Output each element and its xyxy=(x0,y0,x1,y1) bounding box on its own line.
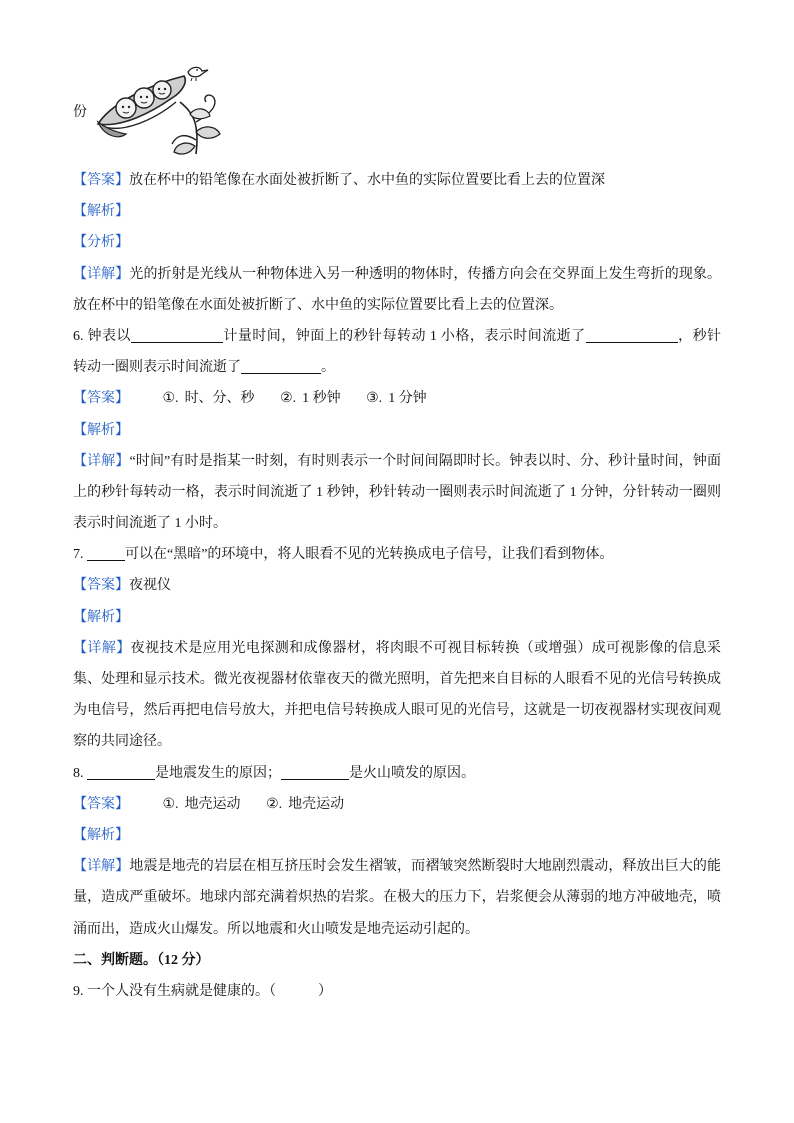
answer-label: 【答案】 xyxy=(73,578,129,594)
answer-blank xyxy=(87,544,125,561)
detail-line xyxy=(73,851,721,882)
answer-item-text: 地壳运动 xyxy=(288,796,345,812)
detail-line xyxy=(73,290,721,321)
answer-marker: ①. xyxy=(162,391,179,407)
question-text: 转动一圈则表示时间流逝了 xyxy=(73,360,241,376)
answer-text: 放在杯中的铅笔像在水面处被折断了、水中鱼的实际位置要比看上去的位置深 xyxy=(129,173,605,188)
breakdown-line xyxy=(73,227,721,258)
detail-text: 夜视技术是应用光电探测和成像器材，将肉眼不可视目标转换（或增强）成可视影像的信息采 xyxy=(130,640,721,656)
answer-blank xyxy=(131,326,223,343)
detail-line xyxy=(73,882,721,913)
analysis-line xyxy=(73,196,721,227)
detail-line xyxy=(73,914,721,945)
detail-text: 为电信号，然后再把电信号放大，并把电信号转换成人眼可见的光信号，这就是一切夜视器材实现夜间观 xyxy=(73,703,721,719)
question-number: 9. xyxy=(73,983,84,999)
answer-blank xyxy=(586,326,678,343)
detail-text: 地震是地壳的岩层在相互挤压时会发生褶皱，而褶皱突然断裂时大地剧烈震动，释放出巨大的能 xyxy=(129,859,721,875)
detail-line xyxy=(73,508,721,539)
detail-line xyxy=(73,695,721,726)
answer-line xyxy=(73,165,721,196)
answer-item-text: 地壳运动 xyxy=(184,796,241,812)
question-text: ，秒针 xyxy=(677,328,721,344)
answer-marker: ③. xyxy=(366,391,383,407)
question-8-stem-line xyxy=(73,758,721,789)
detail-text: 察的共同途径。 xyxy=(73,734,171,750)
detail-text: 光的折射是光线从一种物体进入另一种透明的物体时，传播方向会在交界面上发生弯折的现象。 xyxy=(129,266,721,282)
analysis-label: 【解析】 xyxy=(73,609,129,625)
analysis-label: 【解析】 xyxy=(73,422,129,438)
answer-text: 夜视仪 xyxy=(129,578,171,594)
detail-line xyxy=(73,726,721,757)
detail-line xyxy=(73,446,721,477)
detail-text: 涌而出，造成火山爆发。所以地震和火山喷发是地壳运动引起的。 xyxy=(73,921,479,937)
answer-items xyxy=(163,789,367,820)
detail-line xyxy=(73,477,721,508)
document-body xyxy=(73,165,721,1007)
question-7-stem-line xyxy=(73,539,721,570)
analysis-label: 【解析】 xyxy=(73,204,129,220)
answer-blank xyxy=(241,357,321,374)
analysis-line xyxy=(73,820,721,851)
detail-text: 量，造成严重破坏。地球内部充满着炽热的岩浆。在极大的压力下，岩浆便会从薄弱的地方冲破地壳，喷 xyxy=(73,890,721,906)
question-text: 计量时间，钟面上的秒针每转动 1 小格，表示时间流逝了 xyxy=(222,328,586,344)
detail-text: 上的秒针每转动一格，表示时间流逝了 1 秒钟，秒针转动一圈则表示时间流逝了 1 分钟，分针转动一圈则 xyxy=(73,484,721,500)
detail-text: 表示时间流逝了 1 小时。 xyxy=(73,516,227,532)
detail-label: 【详解】 xyxy=(73,640,131,656)
answer-item xyxy=(266,789,344,820)
text-fragment: 份 xyxy=(73,105,87,120)
question-6-stem-line xyxy=(73,352,721,383)
answer-item-text: 1 秒钟 xyxy=(302,391,341,407)
question-number: 7. xyxy=(73,547,84,563)
detail-text: “时间”有时是指某一时刻，有时则表示一个时间间隔即时长。钟表以时、分、秒计量时间，钟面 xyxy=(129,453,721,469)
question-text: 钟表以 xyxy=(87,328,131,344)
answer-label: 【答案】 xyxy=(73,173,129,188)
question-text: 一个人没有生病就是健康的。（ xyxy=(87,983,276,999)
section-heading: 二、判断题。（12 分） xyxy=(73,952,210,968)
question-text: 。 xyxy=(321,360,335,376)
answer-item xyxy=(163,789,241,820)
answer-item-text: 1 分钟 xyxy=(388,391,427,407)
answer-label: 【答案】 xyxy=(73,391,129,407)
question-text: 是火山喷发的原因。 xyxy=(349,765,475,781)
detail-line xyxy=(73,633,721,664)
answer-blank xyxy=(281,763,349,780)
answer-item-text: 时、分、秒 xyxy=(184,391,255,407)
question-text: 是地震发生的原因； xyxy=(155,765,281,781)
answer-marker: ②. xyxy=(280,391,297,407)
answer-marker: ①. xyxy=(162,796,179,812)
answer-blank xyxy=(87,763,155,780)
question-number: 6. xyxy=(73,328,84,344)
question-number: 8. xyxy=(73,765,84,781)
question-6-stem-line xyxy=(73,321,721,352)
answer-marker: ②. xyxy=(266,796,283,812)
breakdown-label: 【分析】 xyxy=(73,235,129,251)
detail-text: 放在杯中的铅笔像在水面处被折断了、水中鱼的实际位置要比看上去的位置深。 xyxy=(73,297,563,313)
answer-item xyxy=(163,383,255,414)
answer-line xyxy=(73,789,721,820)
answer-line xyxy=(73,383,721,414)
analysis-line xyxy=(73,602,721,633)
detail-label: 【详解】 xyxy=(73,266,130,282)
answer-item xyxy=(280,383,341,414)
answer-item xyxy=(366,383,427,414)
detail-line xyxy=(73,259,721,290)
analysis-label: 【解析】 xyxy=(73,827,129,843)
detail-line xyxy=(73,664,721,695)
analysis-line xyxy=(73,415,721,446)
pea-pod-illustration xyxy=(92,62,224,157)
answer-items xyxy=(163,383,449,414)
detail-text: 集、处理和显示技术。微光夜视器材依靠夜天的微光照明，首先把来自目标的人眼看不见的光信号转换成 xyxy=(73,672,721,687)
answer-line xyxy=(73,570,721,601)
question-text: 可以在“黑暗”的环境中，将人眼看不见的光转换成电子信号，让我们看到物体。 xyxy=(125,547,614,563)
answer-label: 【答案】 xyxy=(73,796,129,812)
question-9-stem-line xyxy=(73,976,721,1007)
question-close-paren: ） xyxy=(318,983,332,999)
detail-label: 【详解】 xyxy=(73,453,130,469)
detail-label: 【详解】 xyxy=(73,859,130,875)
